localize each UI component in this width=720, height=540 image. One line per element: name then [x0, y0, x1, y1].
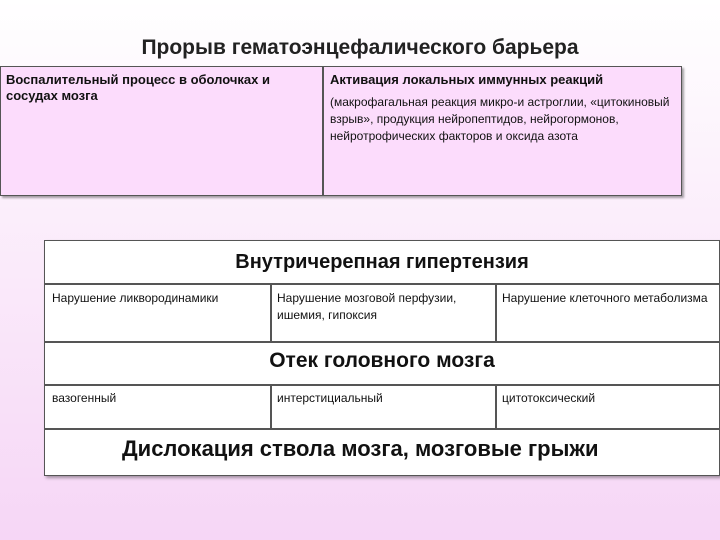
edema-item-cytotoxic: цитотоксический	[502, 391, 596, 405]
vdivider-1a	[270, 284, 272, 342]
edema-item-vasogenic: вазогенный	[52, 391, 117, 405]
hypertension-item-liquor: Нарушение ликвородинамики	[52, 291, 219, 305]
edema-title: Отек головного мозга	[269, 349, 495, 372]
top-box-divider	[322, 66, 324, 196]
vdivider-2b	[495, 385, 497, 429]
divider-edema-items	[44, 384, 720, 386]
edema-item-interstitial: интерстициальный	[277, 391, 383, 405]
immune-activation-title: Активация локальных иммунных реакций	[330, 72, 604, 87]
vdivider-2a	[270, 385, 272, 429]
diagram-title: Прорыв гематоэнцефалического барьера	[141, 36, 579, 59]
immune-activation-detail: (макрофагальная реакция микро-и астроглии, «цитокиновый взрыв», продукция нейропептидов, нейрогормонов, нейротрофических факторов и оксида азота	[330, 95, 670, 143]
divider-dislocation	[44, 428, 720, 430]
hypertension-item-perfusion: Нарушение мозговой перфузии, ишемия, гипоксия	[277, 291, 457, 322]
divider-edema-title	[44, 341, 720, 343]
hypertension-title: Внутричерепная гипертензия	[235, 251, 529, 273]
hypertension-item-metabolism: Нарушение клеточного метаболизма	[502, 291, 708, 305]
vdivider-1b	[495, 284, 497, 342]
inflammation-cell: Воспалительный процесс в оболочках и сосудах мозга	[6, 72, 270, 103]
divider-hypertension	[44, 283, 720, 285]
dislocation-title: Дислокация ствола мозга, мозговые грыжи	[122, 436, 599, 461]
